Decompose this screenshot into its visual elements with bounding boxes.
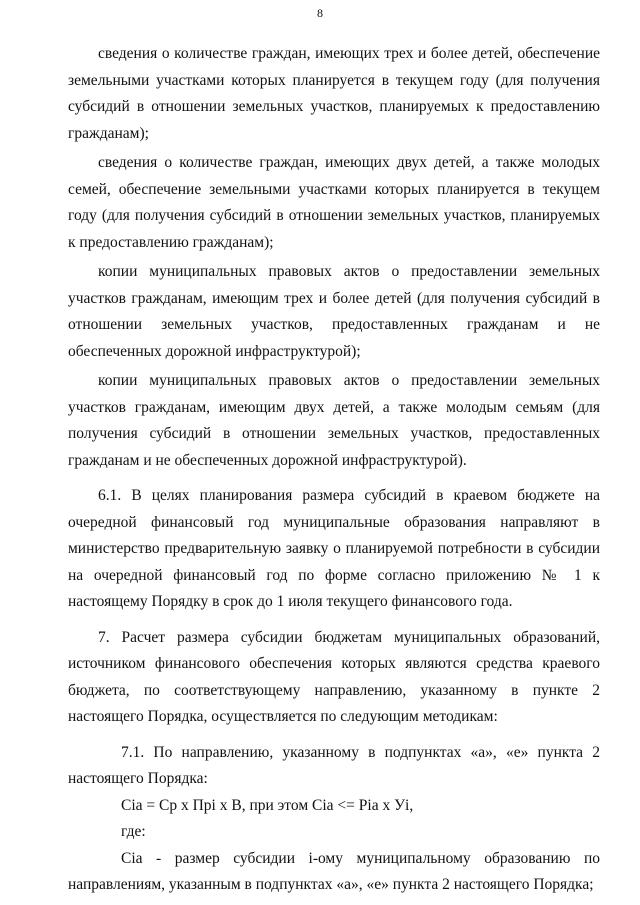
- paragraph-7: 7. Расчет размера субсидии бюджетам муниципальных образований, источником финансового обеспечения которых являются средства краевого бюджета, по соответствующему направлению, указанному в пункте 2 настоящего Порядка, осуществляется по следующим методикам:: [68, 628, 600, 725]
- definition-cia: Ciа - размер субсидии i-ому муниципальному образованию по направлениям, указанным в подпунктах «а», «е» пункта 2 настоящего Порядка;: [68, 849, 600, 893]
- paragraph-info-two-children: сведения о количестве граждан, имеющих двух детей, а также молодых семей, обеспечение земельными участками которых планируется в текущем году (для получения субсидий в отношении земельных участков, планируемых к предоставлению гражданам);: [68, 154, 600, 251]
- paragraph-6-1: 6.1. В целях планирования размера субсидий в краевом бюджете на очередной финансовый год муниципальные образования направляют в министерство предварительную заявку о планируемой потребности в субсидии на очередной финансовый год по форме согласно приложению № 1 к настоящему Порядку в срок до 1 июля текущего финансового года.: [68, 487, 600, 610]
- where-label: где:: [121, 823, 146, 840]
- paragraph-acts-large-families: копии муниципальных правовых актов о предоставлении земельных участков гражданам, имеющим трех и более детей (для получения субсидий в отношении земельных участков, предоставленных гражданам и не обеспеченных дорожной инфраструктурой);: [68, 263, 600, 360]
- paragraph-acts-two-children: копии муниципальных правовых актов о предоставлении земельных участков гражданам, имеющим двух детей, а также молодым семьям (для получения субсидий в отношении земельных участков, предоставленных гражданам и не обеспеченных дорожной инфраструктурой).: [68, 372, 600, 469]
- document-body: [68, 41, 600, 899]
- paragraph-7-1: 7.1. По направлению, указанному в подпунктах «а», «е» пункта 2 настоящего Порядка:: [68, 743, 600, 787]
- page-number: 8: [317, 6, 323, 20]
- paragraph-info-large-families: сведения о количестве граждан, имеющих трех и более детей, обеспечение земельными участками которых планируется в текущем году (для получения субсидий в отношении земельных участков, планируемых к предоставлению гражданам);: [68, 45, 600, 142]
- formula-line: Ciа = Ср х Прi х В, при этом Ciа <= Рiа х Уi,: [121, 796, 414, 814]
